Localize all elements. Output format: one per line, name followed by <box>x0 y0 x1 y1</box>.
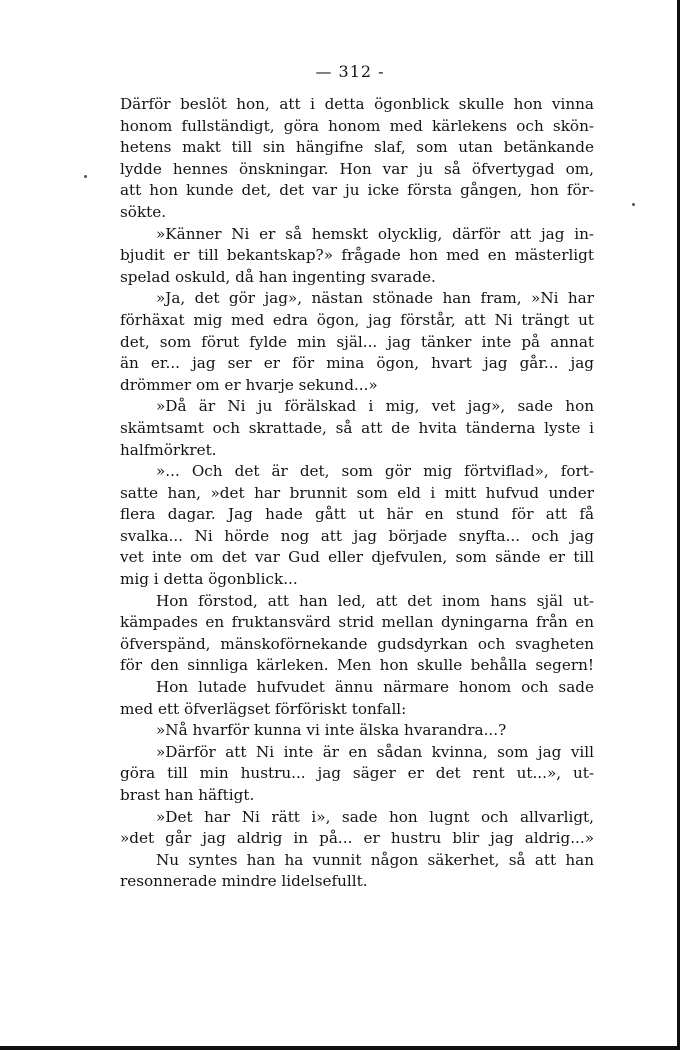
paper-speck <box>632 203 635 206</box>
text-line: »Då är Ni ju förälskad i mig, vet jag», sade hon <box>156 397 594 416</box>
text-line: det, som förut fylde min själ... jag tänker inte på annat <box>120 332 594 351</box>
body-text <box>120 94 594 893</box>
text-line: med ett öfverlägset förföriskt tonfall: <box>120 699 407 718</box>
text-line: än er... jag ser er för mina ögon, hvart jag går... jag <box>120 354 594 373</box>
text-line: resonnerade mindre lidelsefullt. <box>120 872 368 891</box>
text-line: »... Och det är det, som gör mig förtviflad», fort- <box>156 462 594 481</box>
text-line: Hon förstod, att han led, att det inom hans själ ut- <box>156 591 594 610</box>
text-line: kämpades en fruktansvärd strid mellan dyningarna från en <box>120 613 594 632</box>
text-line: vet inte om det var Gud eller djefvulen, som sände er till <box>120 548 594 567</box>
page-edge-bottom <box>0 1046 680 1050</box>
text-line: förhäxat mig med edra ögon, jag förstår, att Ni trängt ut <box>120 310 594 329</box>
paper-speck <box>84 175 87 178</box>
text-line: satte han, »det har brunnit som eld i mitt hufvud under <box>120 483 594 502</box>
text-line: Hon lutade hufvudet ännu närmare honom och sade <box>156 678 594 697</box>
text-line: Nu syntes han ha vunnit någon säkerhet, så att han <box>156 850 594 869</box>
text-line: »det går jag aldrig in på... er hustru blir jag aldrig...» <box>120 829 594 848</box>
text-line: drömmer om er hvarje sekund...» <box>120 375 378 394</box>
text-line: honom fullständigt, göra honom med kärlekens och skön- <box>120 116 594 135</box>
text-line: mig i detta ögonblick... <box>120 570 298 589</box>
text-line: skämtsamt och skrattade, så att de hvita tänderna lyste i <box>120 418 594 437</box>
text-line: »Känner Ni er så hemskt olycklig, därför att jag in- <box>156 224 594 243</box>
text-line: »Därför att Ni inte är en sådan kvinna, som jag vill <box>156 742 594 761</box>
text-line: »Ja, det gör jag», nästan stönade han fram, »Ni har <box>156 289 594 308</box>
text-line: halfmörkret. <box>120 440 217 459</box>
text-line: brast han häftigt. <box>120 786 255 804</box>
text-line: lydde hennes önskningar. Hon var ju så öfvertygad om, <box>120 159 594 178</box>
text-line: göra till min hustru... jag säger er det rent ut...», ut- <box>120 764 594 783</box>
text-line: öfverspänd, mänskoförnekande gudsdyrkan och svagheten <box>120 634 594 653</box>
text-line: spelad oskuld, då han ingenting svarade. <box>120 267 436 286</box>
text-line: sökte. <box>120 202 167 221</box>
text-line: bjudit er till bekantskap?» frågade hon med en mästerligt <box>120 246 594 265</box>
text-line: »Nå hvarför kunna vi inte älska hvarandra...? <box>156 721 507 740</box>
text-line: svalka... Ni hörde nog att jag började snyfta... och jag <box>120 526 594 545</box>
text-line: hetens makt till sin hängifne slaf, som utan betänkande <box>120 138 594 157</box>
text-line: flera dagar. Jag hade gått ut här en stund för att få <box>120 505 594 524</box>
page-number: — 312 - <box>315 62 385 81</box>
text-line: »Det har Ni rätt i», sade hon lugnt och allvarligt, <box>156 807 594 826</box>
text-line: att hon kunde det, det var ju icke första gången, hon för- <box>120 181 594 200</box>
text-line: för den sinnliga kärleken. Men hon skulle behålla segern! <box>120 656 594 675</box>
text-line: Därför beslöt hon, att i detta ögonblick skulle hon vinna <box>120 95 594 113</box>
